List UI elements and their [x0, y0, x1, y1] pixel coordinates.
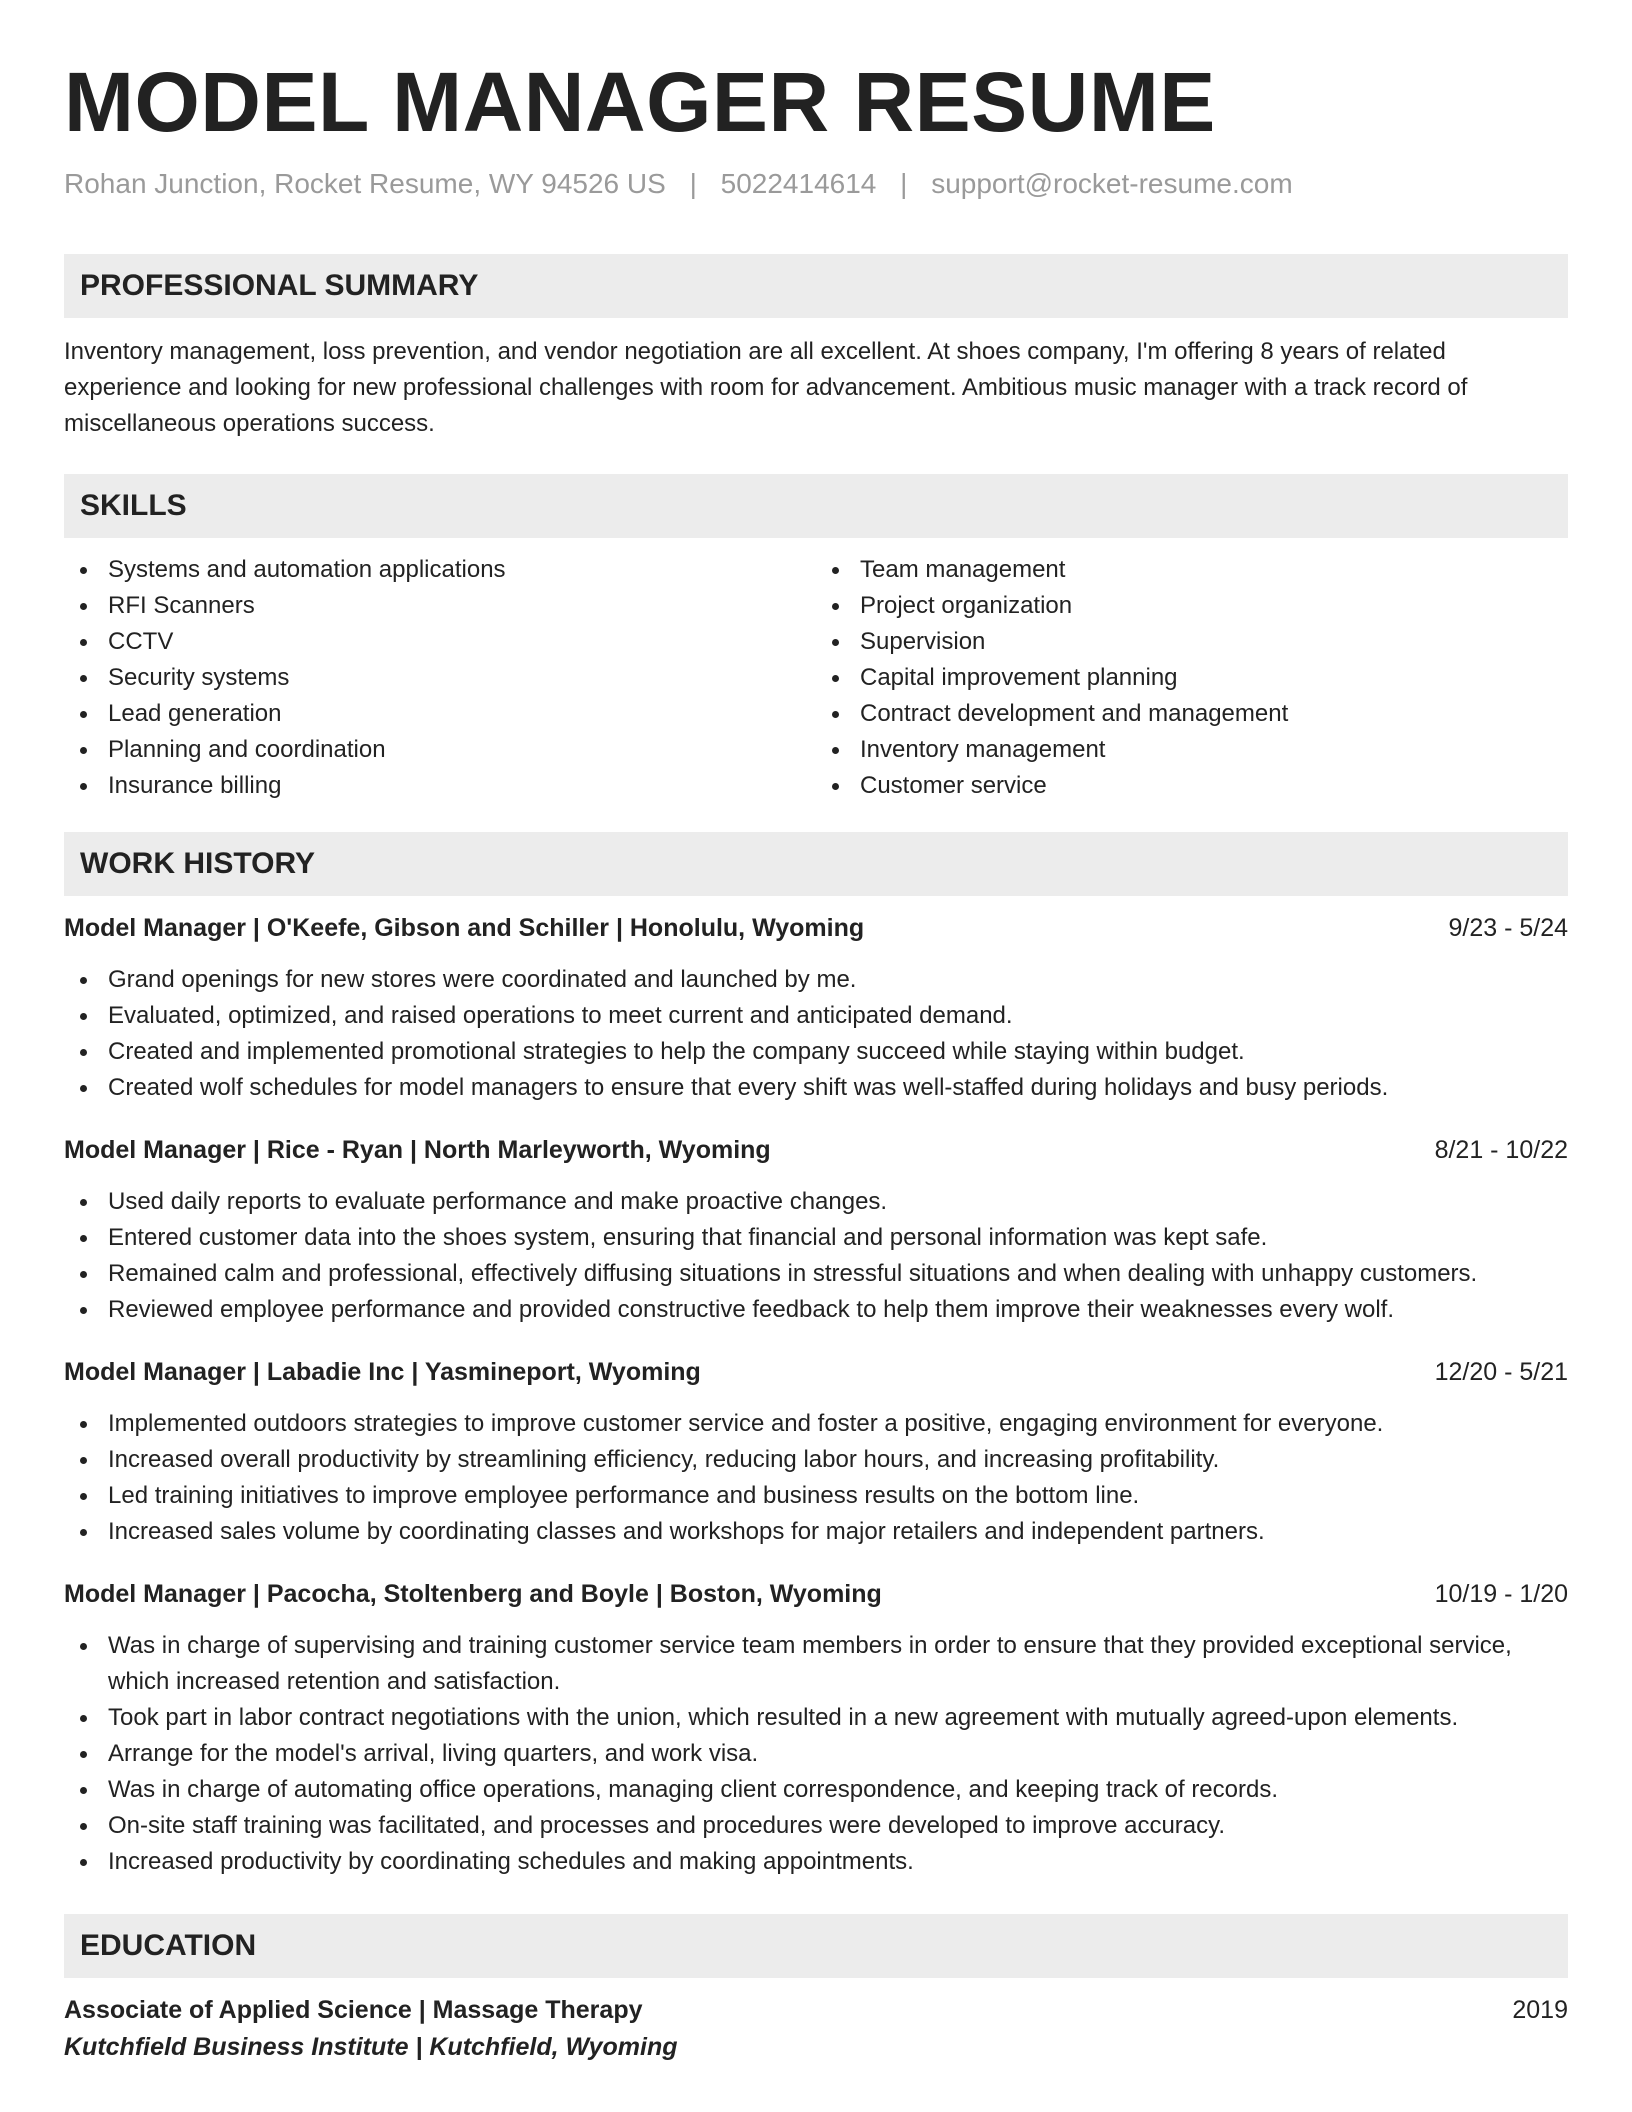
job-bullets: [64, 1406, 1568, 1550]
job-bullet: Took part in labor contract negotiations with the union, which resulted in a new agreement with mutually agreed-upon elements.: [64, 1700, 1568, 1736]
job-entry: [64, 1576, 1568, 1880]
job-bullet: Reviewed employee performance and provided constructive feedback to help them improve their weaknesses every wolf.: [64, 1292, 1568, 1328]
job-entry: [64, 910, 1568, 1106]
job-title: Model Manager | Labadie Inc | Yasmineport, Wyoming: [64, 1358, 701, 1386]
job-dates: 8/21 - 10/22: [1434, 1136, 1568, 1164]
job-bullet: Grand openings for new stores were coordinated and launched by me.: [64, 962, 1568, 998]
contact-email: support@rocket-resume.com: [931, 168, 1293, 199]
skill-item: Planning and coordination: [64, 732, 816, 768]
job-bullets: [64, 962, 1568, 1106]
job-bullet: Increased sales volume by coordinating classes and workshops for major retailers and independent partners.: [64, 1514, 1568, 1550]
summary-text: Inventory management, loss prevention, and vendor negotiation are all excellent. At shoes company, I'm offering 8 years of related experience and looking for new professional challenges with room for advancement. Ambitious music manager with a track record of miscellaneous operations success.: [64, 338, 1468, 437]
skill-item: Insurance billing: [64, 768, 816, 804]
job-bullet: Created and implemented promotional strategies to help the company succeed while staying within budget.: [64, 1034, 1568, 1070]
skill-item: Capital improvement planning: [816, 660, 1568, 696]
job-bullet: Entered customer data into the shoes system, ensuring that financial and personal information was kept safe.: [64, 1220, 1568, 1256]
job-entry: [64, 1132, 1568, 1328]
skills-grid: [64, 552, 1568, 804]
skills-column-left: [64, 552, 816, 804]
education-section: [64, 1914, 1568, 2066]
job-header: [64, 1354, 1568, 1390]
skill-item: Project organization: [816, 588, 1568, 624]
job-dates: 9/23 - 5/24: [1448, 914, 1568, 942]
job-bullet: Was in charge of automating office operations, managing client correspondence, and keeping track of records.: [64, 1772, 1568, 1808]
job-dates: 12/20 - 5/21: [1434, 1358, 1568, 1386]
job-bullet: Increased overall productivity by streamlining efficiency, reducing labor hours, and increasing profitability.: [64, 1442, 1568, 1478]
section-heading-skills: SKILLS: [64, 474, 1568, 538]
contact-line: [64, 166, 1568, 202]
education-year: 2019: [1512, 1996, 1568, 2024]
skills-column-right: [816, 552, 1568, 804]
job-bullet: Remained calm and professional, effectively diffusing situations in stressful situations and when dealing with unhappy customers.: [64, 1256, 1568, 1292]
job-bullets: [64, 1628, 1568, 1880]
job-bullet: Implemented outdoors strategies to improve customer service and foster a positive, engaging environment for everyone.: [64, 1406, 1568, 1442]
skills-section: [64, 474, 1568, 804]
contact-separator: |: [900, 168, 908, 199]
skill-item: Systems and automation applications: [64, 552, 816, 588]
section-heading-summary: PROFESSIONAL SUMMARY: [64, 254, 1568, 318]
skill-item: Inventory management: [816, 732, 1568, 768]
job-header: [64, 1132, 1568, 1168]
contact-separator: |: [689, 168, 697, 199]
education-school: Kutchfield Business Institute | Kutchfield, Wyoming: [64, 2033, 678, 2061]
job-title: Model Manager | Pacocha, Stoltenberg and Boyle | Boston, Wyoming: [64, 1580, 882, 1608]
education-degree: Associate of Applied Science | Massage Therapy: [64, 1996, 643, 2024]
section-heading-education: EDUCATION: [64, 1914, 1568, 1978]
skill-item: Team management: [816, 552, 1568, 588]
skill-item: CCTV: [64, 624, 816, 660]
job-title: Model Manager | O'Keefe, Gibson and Schiller | Honolulu, Wyoming: [64, 914, 865, 942]
work-history-section: [64, 832, 1568, 1880]
skill-item: RFI Scanners: [64, 588, 816, 624]
skill-item: Customer service: [816, 768, 1568, 804]
professional-summary-section: [64, 254, 1568, 442]
job-bullet: Used daily reports to evaluate performance and make proactive changes.: [64, 1184, 1568, 1220]
skill-item: Supervision: [816, 624, 1568, 660]
section-heading-work: WORK HISTORY: [64, 832, 1568, 896]
skill-item: Security systems: [64, 660, 816, 696]
job-title: Model Manager | Rice - Ryan | North Marleyworth, Wyoming: [64, 1136, 771, 1164]
skill-item: Lead generation: [64, 696, 816, 732]
job-header: [64, 910, 1568, 946]
job-bullets: [64, 1184, 1568, 1328]
resume-title: MODEL MANAGER RESUME: [64, 55, 1216, 149]
job-bullet: Was in charge of supervising and training customer service team members in order to ensure that they provided exceptional service, which increased retention and satisfaction.: [64, 1628, 1568, 1700]
job-bullet: Created wolf schedules for model managers to ensure that every shift was well-staffed during holidays and busy periods.: [64, 1070, 1568, 1106]
job-bullet: Arrange for the model's arrival, living quarters, and work visa.: [64, 1736, 1568, 1772]
job-bullet: Led training initiatives to improve employee performance and business results on the bottom line.: [64, 1478, 1568, 1514]
job-bullet: On-site staff training was facilitated, and processes and procedures were developed to improve accuracy.: [64, 1808, 1568, 1844]
job-entry: [64, 1354, 1568, 1550]
contact-phone: 5022414614: [720, 168, 877, 199]
skill-item: Contract development and management: [816, 696, 1568, 732]
education-header: [64, 1992, 1568, 2028]
job-bullet: Increased productivity by coordinating schedules and making appointments.: [64, 1844, 1568, 1880]
job-bullet: Evaluated, optimized, and raised operations to meet current and anticipated demand.: [64, 998, 1568, 1034]
job-header: [64, 1576, 1568, 1612]
contact-address: Rohan Junction, Rocket Resume, WY 94526 US: [64, 168, 666, 199]
education-entry: [64, 1992, 1568, 2066]
job-dates: 10/19 - 1/20: [1434, 1580, 1568, 1608]
